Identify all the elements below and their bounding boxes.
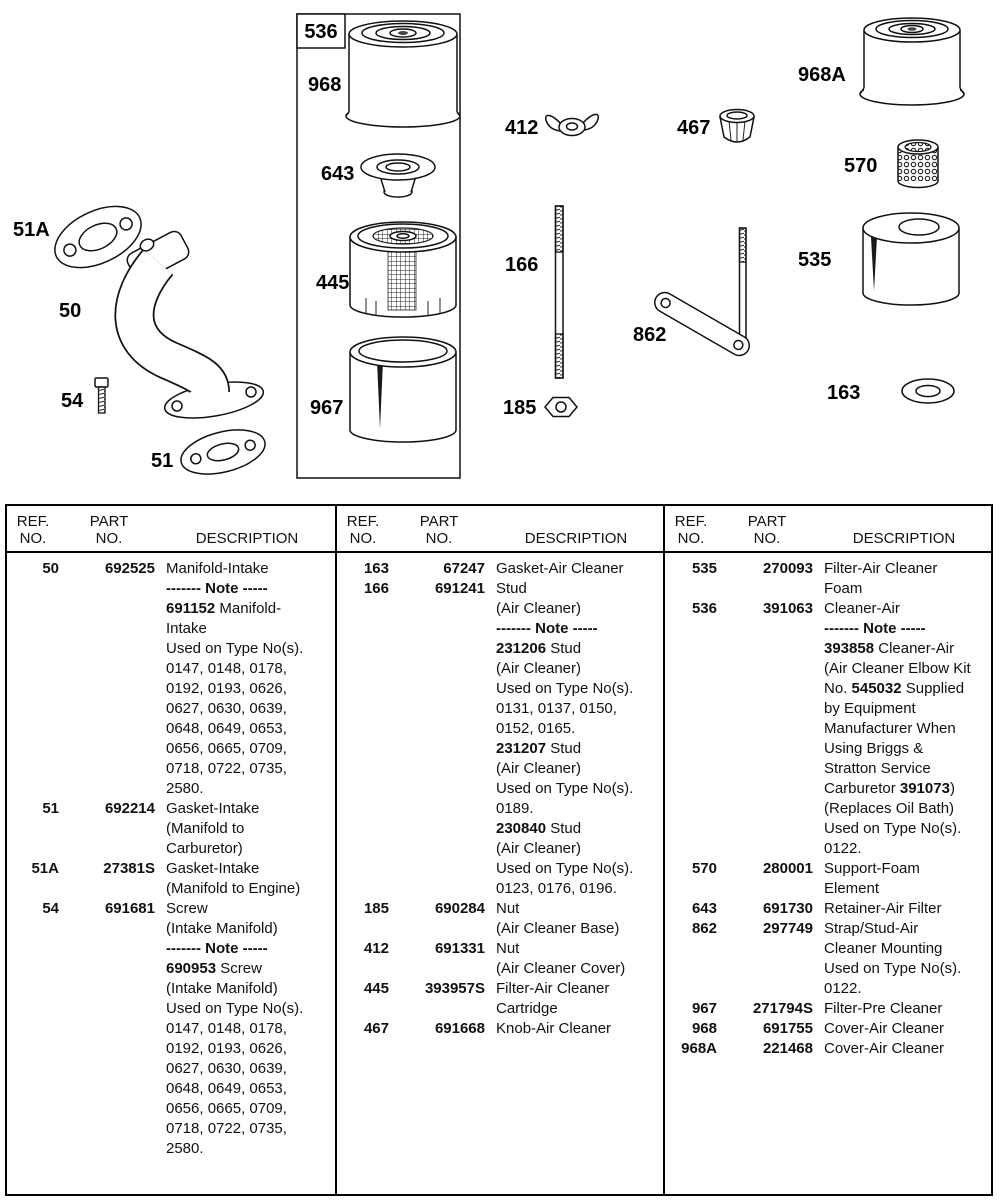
part-label-412: 412 [505,117,539,139]
parts-table-column-1 [7,506,335,1194]
part-968-drawing [346,21,460,127]
ref-no: 643 [691,900,717,917]
ref-no: 536 [691,600,717,617]
parts-entry-536 [665,599,991,859]
part-label-51: 51 [151,450,174,472]
parts-entry-643 [665,899,991,919]
parts-table-column-3 [663,506,991,1194]
part-163-drawing [902,379,954,403]
table-header [7,506,335,553]
parts-entry-445 [337,979,663,1019]
part-643-drawing [361,154,435,197]
description: Gasket-Intake (Manifold to Engine) [166,860,301,897]
parts-entry-51A [7,859,335,899]
part-no: 393957S [424,980,485,997]
ref-no: 862 [691,920,717,937]
description: Gasket-Air Cleaner [496,560,624,577]
part-no: 280001 [762,860,813,877]
ref-no: 570 [691,860,717,877]
description: Knob-Air Cleaner [496,1020,612,1037]
description: Strap/Stud-Air Cleaner Mounting Used on Type No(s). 0122. [824,920,962,997]
ref-no: 535 [691,560,717,577]
part-535-drawing [863,213,959,305]
part-label-967: 967 [310,397,344,419]
parts-entry-185 [337,899,663,939]
part-54-drawing [95,378,108,413]
part-412-drawing [546,114,599,135]
part-label-50: 50 [59,300,82,322]
parts-entry-967 [665,999,991,1019]
part-label-643: 643 [321,163,355,185]
ref-no: 50 [42,560,59,577]
ref-no: 412 [363,940,389,957]
part-no: 270093 [762,560,813,577]
parts-entry-54 [7,899,335,1159]
part-166-drawing [556,206,564,378]
parts-diagram-svg [0,0,1000,500]
parts-entry-968 [665,1019,991,1039]
part-label-166: 166 [505,254,539,276]
description: Screw (Intake Manifold) ------- Note ----- 690953 Screw (Intake Manifold) Used on Type No(s). 0147, 0148, 0178, 0192, 0193, 0626, 0627, 0630, 0639, 0648, 0649, 0653, 0656, 0665, 0709, 0718, 0722, 0735, 2580. [166,900,304,1157]
description: Filter-Air Cleaner Cartridge [496,980,610,1017]
parts-list-body-2 [337,553,663,1039]
part-label-185: 185 [503,397,537,419]
col-header-part: PART NO. [747,513,787,547]
col-header-ref: REF. NO. [674,513,708,547]
ref-no: 467 [363,1020,389,1037]
ref-no: 967 [691,1000,717,1017]
col-header-desc: DESCRIPTION [852,530,956,547]
part-label-467: 467 [677,117,711,139]
description: Retainer-Air Filter [824,900,942,917]
col-header-part: PART NO. [419,513,459,547]
part-label-445: 445 [316,272,350,294]
part-467-drawing [720,110,754,143]
part-no: 297749 [762,920,813,937]
ref-no: 185 [363,900,389,917]
description: Filter-Pre Cleaner [824,1000,943,1017]
part-no: 692214 [104,800,155,817]
col-header-desc: DESCRIPTION [524,530,628,547]
part-185-drawing [545,398,577,417]
part-no: 690284 [434,900,485,917]
ref-no: 968A [681,1040,717,1057]
description: Cover-Air Cleaner [824,1040,945,1057]
part-51-drawing [176,422,269,482]
description: Filter-Air Cleaner Foam [824,560,938,597]
part-label-163: 163 [827,382,861,404]
parts-entry-535 [665,559,991,599]
part-label-54: 54 [61,390,84,412]
parts-entry-166 [337,579,663,899]
description: Gasket-Intake (Manifold to Carburetor) [166,800,260,857]
part-no: 691681 [104,900,155,917]
part-no: 27381S [103,860,155,877]
description: Stud (Air Cleaner) ------- Note ----- 231206 Stud (Air Cleaner) Used on Type No(s). 0131, 0137, 0150, 0152, 0165. 231207 Stud (Air Cleaner) Used on Type No(s). 0189. 230840 Stud (Air Cleaner) Used on Type No(s). 0123, 0176, 0196. [496,580,634,897]
part-label-570: 570 [844,155,878,177]
part-445-drawing [350,222,456,317]
parts-diagram [0,0,1000,500]
col-header-ref: REF. NO. [346,513,380,547]
part-label-51A: 51A [13,219,50,241]
col-header-ref: REF. NO. [16,513,50,547]
ref-no: 51A [31,860,59,877]
ref-no: 163 [363,560,389,577]
part-label-862: 862 [633,324,667,346]
ref-no: 445 [363,980,389,997]
ref-no: 51 [42,800,59,817]
part-570-drawing [898,140,938,188]
parts-entry-163 [337,559,663,579]
description: Nut (Air Cleaner Cover) [496,940,626,977]
part-no: 391063 [762,600,813,617]
ref-no: 166 [363,580,389,597]
table-header [337,506,663,553]
parts-entry-412 [337,939,663,979]
part-no: 67247 [443,560,485,577]
description: Manifold-Intake ------- Note ----- 691152 Manifold- Intake Used on Type No(s). 0147, 0148, 0178, 0192, 0193, 0626, 0627, 0630, 0639, 0648, 0649, 0653, 0656, 0665, 0709, 0718, 0722, 0735, 2580. [166,560,304,797]
part-no: 271794S [752,1000,813,1017]
part-label-536: 536 [304,21,338,43]
part-no: 691668 [434,1020,485,1037]
part-50-drawing [124,229,266,425]
description: Nut (Air Cleaner Base) [496,900,620,937]
part-no: 691755 [762,1020,813,1037]
part-label-968A: 968A [798,64,846,86]
parts-list-body-1 [7,553,335,1159]
ref-no: 968 [691,1020,717,1037]
parts-entry-51 [7,799,335,859]
part-967-drawing [350,337,456,442]
parts-entry-467 [337,1019,663,1039]
part-968A-drawing [860,18,964,105]
parts-list-body-3 [665,553,991,1059]
part-no: 692525 [104,560,155,577]
part-label-968: 968 [308,74,342,96]
col-header-part: PART NO. [89,513,129,547]
ref-no: 54 [42,900,59,917]
col-header-desc: DESCRIPTION [195,530,299,547]
description: Cleaner-Air ------- Note ----- 393858 Cleaner-Air (Air Cleaner Elbow Kit No. 545032 Supplied by Equipment Manufacturer When Using Briggs & Stratton Service Carburetor 391073) (Replaces Oil Bath) Used on Type No(s). 0122. [824,600,971,857]
description: Cover-Air Cleaner [824,1020,945,1037]
parts-entry-570 [665,859,991,899]
description: Support-Foam Element [824,860,920,897]
parts-entry-862 [665,919,991,999]
table-header [665,506,991,553]
parts-table-column-2 [335,506,663,1194]
parts-entry-50 [7,559,335,799]
part-label-535: 535 [798,249,832,271]
part-no: 691331 [434,940,485,957]
part-no: 691241 [434,580,485,597]
part-no: 221468 [762,1040,813,1057]
parts-table [5,504,993,1196]
part-no: 691730 [762,900,813,917]
parts-entry-968A [665,1039,991,1059]
